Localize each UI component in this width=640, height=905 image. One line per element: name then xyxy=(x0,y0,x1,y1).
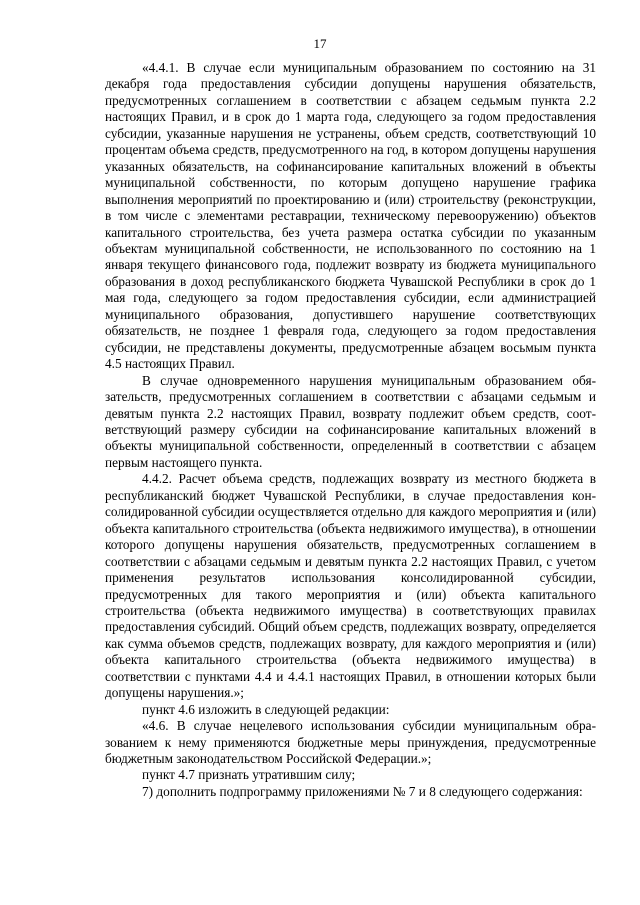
paragraph-item-4-6-amend: пункт 4.6 изложить в следующей редакции: xyxy=(142,701,390,717)
paragraph-item-4-7-repeal: пункт 4.7 признать утратившим силу; xyxy=(142,767,356,783)
paragraph-4-4-2: 4.4.2. Расчет объема средств, подлежащих возврату из местного бюджета в республиканский бюджет Чувашской Республики, в случае предоставления консолидированной субсидии осуществляется отдельно для каждого мероприятия и (или) объекта капитального строительства (объекта недвижимого имущества), в отношении которого допущены нарушения обязательств, предусмотренных соглашением в соответствии с абзацами седьмым и девятым пункта 2.2 настоящих Правил, с учетом применения результатов использования консолидированной субсидии, предусмотренных для такого мероприятия и (или) объекта капитального строительства (объекта недвижимого имущества) в соответствующих правилах предоставления субсидий. Общий объем средств, подлежащих возврату, определяется как сумма объемов средств, подлежащих возврату, для каждого мероприятия и (или) объекта капитального строительства (объекта недвижимого имущества) в соответствии с пунктами 4.4 и 4.4.1 настоящих Правил, в отношении которых были допущены нарушения.»; xyxy=(105,471,596,701)
paragraph-simultaneous-violation: В случае одновременного нарушения муниципальным образованием обязательств, предусмотренных соглашением в соответствии с абзацами седьмым и девятым пункта 2.2 настоящих Правил, возврату подлежит объем средств, соответствующий размеру субсидии на софинансирование капитальных вложений в объекты муниципальной собственности, определенный в соответствии с абзацем первым настоящего пункта. xyxy=(105,372,596,470)
paragraph-4-6: «4.6. В случае нецелевого использования субсидии муниципальным образованием к нему применяются бюджетные меры принуждения, предусмотренные бюджетным законодательством Российской Федерации.»; xyxy=(105,718,596,767)
page-number: 17 xyxy=(313,36,327,51)
document-body xyxy=(105,60,596,800)
paragraph-item-7-appendices: 7) дополнить подпрограмму приложениями № 7 и 8 следующего содержания: xyxy=(142,783,583,799)
paragraph-4-4-1: «4.4.1. В случае если муниципальным образованием по состоянию на 31 декабря года предоставления субсидии допущены нарушения обязательств, предусмотренных соглашением в соответствии с абзацем седьмым пункта 2.2 настоящих Правил, и в срок до 1 марта года, следующего за годом предоставления субсидии, указанные нарушения не устранены, объем средств, соответствующий 10 процентам объема средств, предусмотренного на год, в котором допущены нарушения указанных обязательств, на софинансирование капитальных вложений в объекты муниципальной собственности, по которым допущено нарушение графика выполнения мероприятий по проектированию и (или) строительству (реконструкции, в том числе с элементами реставрации, техническому перевооружению) объектов капитального строительства, без учета размера остатка субсидии по указанным объектам муниципальной собственности, не использованного по состоянию на 1 января текущего финансового года, подлежит возврату из бюджета муниципального образования в доход республиканского бюджета Чувашской Республики в срок до 1 мая года, следующего за годом предоставления субсидии, если администрацией муниципального образования, допустившего нарушение соответствующих обязательств, не позднее 1 февраля года, следующего за годом предоставления субсидии, не представлены документы, предусмотренные абзацем восьмым пункта 4.5 настоящих Правил. xyxy=(105,60,596,372)
